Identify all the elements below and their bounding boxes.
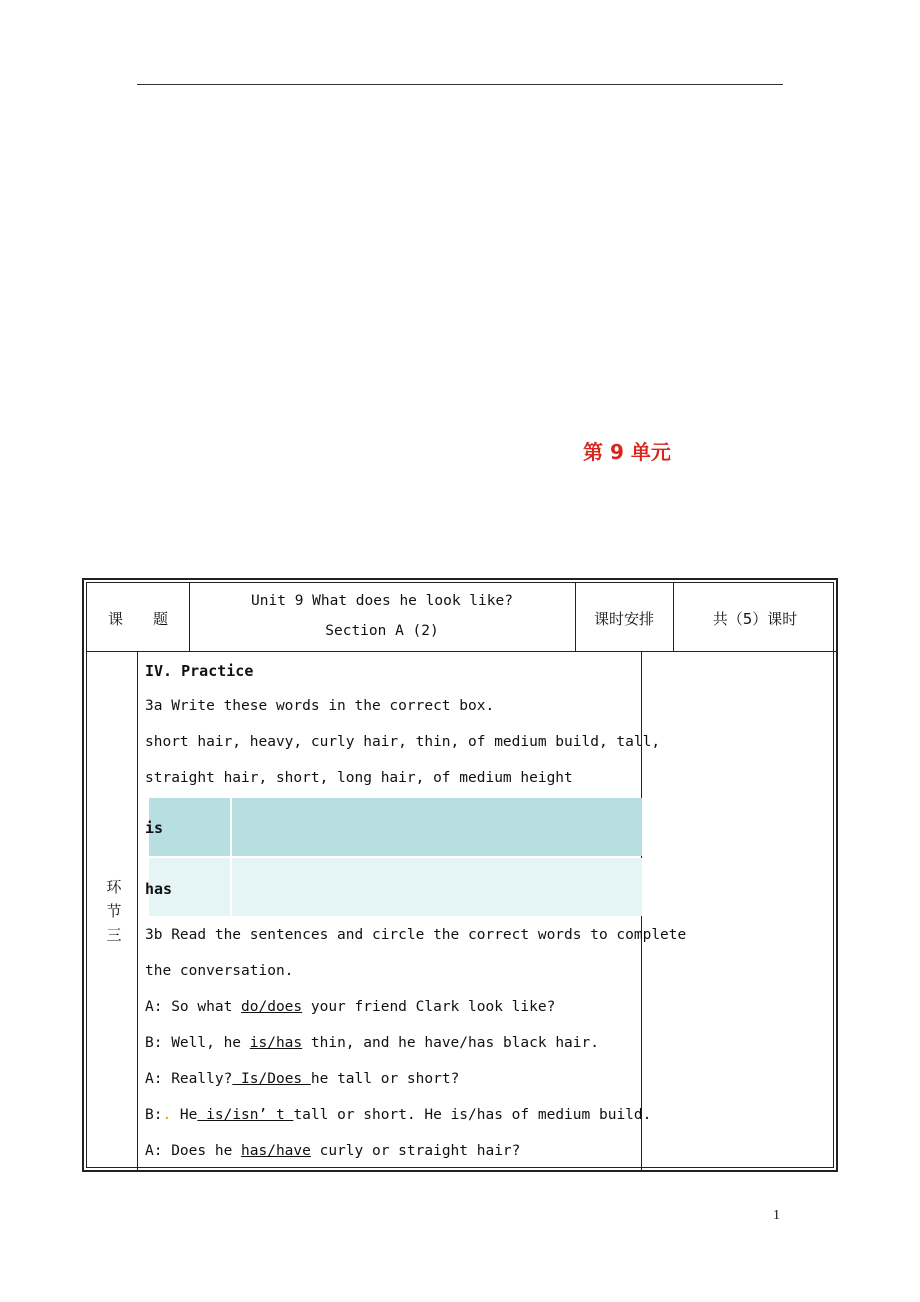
unit-title: 第 9 单元 (583, 440, 671, 464)
page-number: 1 (773, 1208, 780, 1223)
schedule-value: 共（5）课时 (712, 610, 798, 628)
dialogue-line-b1 (145, 1035, 599, 1051)
dialogue-text: A: Really? (145, 1071, 233, 1087)
dialogue-mark: . (162, 1107, 172, 1123)
dialogue-text: A: So what (145, 999, 242, 1015)
topic-label: 课 题 (107, 610, 168, 628)
dialogue-choice: Is/Does (232, 1071, 311, 1087)
section-label: 环节三 (106, 878, 122, 944)
dialogue-choice: has/have (241, 1143, 311, 1159)
is-box-divider (230, 798, 232, 856)
dialogue-line-b2 (145, 1107, 651, 1123)
has-box-row (149, 858, 642, 916)
is-box-row (149, 798, 642, 856)
has-box-divider (230, 858, 232, 916)
dialogue-line-a1 (145, 999, 555, 1015)
has-box-label: has (145, 880, 173, 898)
lesson-table (82, 578, 838, 1172)
dialogue-text: B: Well, he (145, 1035, 250, 1051)
practice-heading: IV. Practice (145, 662, 254, 680)
dialogue-text: B: (145, 1107, 163, 1123)
word-list-line-1: short hair, heavy, curly hair, thin, of medium build, tall, (145, 734, 661, 750)
dialogue-text: tall or short. He is/has of medium build. (293, 1107, 652, 1123)
dialogue-text: curly or straight hair? (310, 1143, 521, 1159)
dialogue-text: A: Does he (145, 1143, 242, 1159)
dialogue-text: your friend Clark look like? (302, 999, 556, 1015)
schedule-label: 课时安排 (593, 610, 654, 628)
dialogue-choice: is/isn’ t (197, 1107, 294, 1123)
dialogue-choice: do/does (241, 999, 303, 1015)
task-3b-line-2: the conversation. (145, 963, 294, 979)
task-3b-line-1: 3b Read the sentences and circle the correct words to complete (145, 927, 687, 943)
dialogue-line-a3 (145, 1143, 520, 1159)
dialogue-choice: is/has (249, 1035, 303, 1051)
dialogue-text: He (171, 1107, 198, 1123)
is-box-label: is (145, 819, 164, 837)
word-list-line-2: straight hair, short, long hair, of medium height (145, 770, 573, 786)
lesson-table-inner (86, 582, 834, 1168)
header-rule (137, 84, 783, 85)
topic-line-1: Unit 9 What does he look like? (251, 593, 513, 609)
dialogue-text: he tall or short? (310, 1071, 460, 1087)
task-3a: 3a Write these words in the correct box. (145, 698, 495, 714)
body-col-divider-1 (137, 651, 138, 1171)
dialogue-text: thin, and he have/has black hair. (302, 1035, 599, 1051)
header-row-divider (87, 651, 837, 652)
dialogue-line-a2 (145, 1071, 459, 1087)
topic-line-2: Section A (2) (325, 623, 439, 639)
